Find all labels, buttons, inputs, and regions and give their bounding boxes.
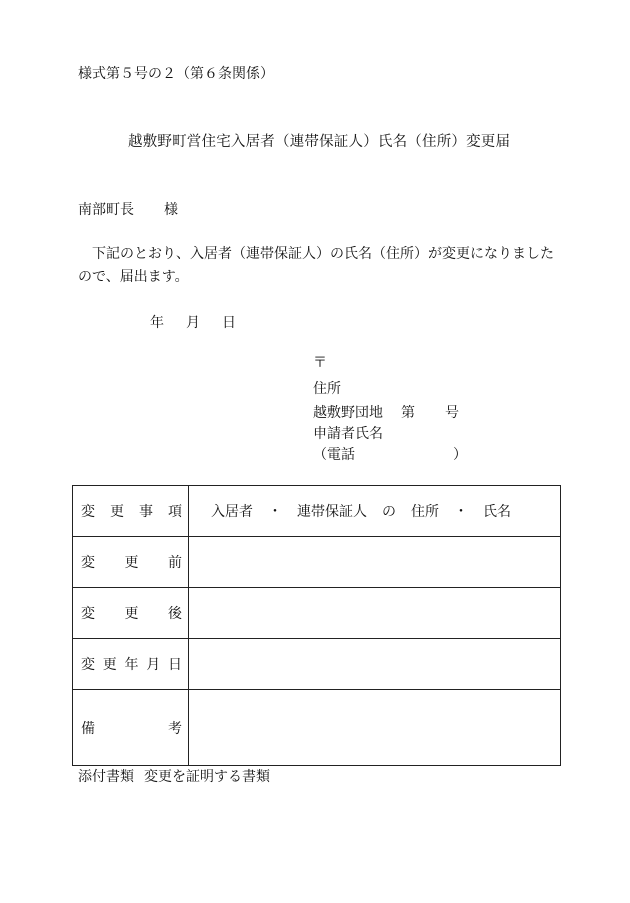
label-char: 変: [81, 555, 95, 571]
change-target-option: 入居者: [211, 504, 253, 520]
danchi-go: 号: [445, 405, 459, 421]
table-row: [73, 639, 561, 690]
label-char: 備: [81, 720, 95, 737]
phone-close: ）: [453, 447, 467, 463]
address-label: 住所: [313, 381, 341, 397]
phone-open: （電話: [313, 447, 355, 463]
change-target-option: 氏名: [483, 504, 511, 520]
document-title: 越敷野町営住宅入居者（連帯保証人）氏名（住所）変更届: [128, 134, 511, 150]
change-date-label: [73, 639, 189, 690]
attachment-label: 添付書類: [78, 769, 134, 785]
table-row: [73, 588, 561, 639]
label-char: 考: [168, 720, 182, 737]
label-char: 日: [168, 657, 182, 673]
danchi-dai: 第: [401, 405, 415, 421]
body-text-line-1: 下記のとおり、入居者（連帯保証人）の氏名（住所）が変更になりました: [92, 246, 554, 262]
change-date-field[interactable]: [189, 639, 561, 690]
body-text-line-2: ので、届出ます。: [78, 269, 189, 285]
change-target-option: の: [382, 504, 396, 520]
date-day-label: 日: [222, 315, 236, 331]
after-change-field[interactable]: [189, 588, 561, 639]
attachment-value: 変更を証明する書類: [144, 769, 270, 785]
danchi-name: 越敷野団地: [313, 405, 383, 421]
form-number: 様式第５号の２（第６条関係）: [78, 66, 274, 82]
remarks-field[interactable]: [189, 690, 561, 766]
label-char: 変: [81, 657, 95, 673]
change-target-option: ・: [268, 504, 282, 520]
table-row: [73, 690, 561, 766]
table-row: [73, 537, 561, 588]
change-item-value[interactable]: [189, 486, 561, 537]
addressee-honorific: 様: [164, 202, 178, 218]
change-target-option: 連帯保証人: [297, 504, 367, 520]
change-form-table: [72, 485, 561, 766]
date-month-label: 月: [186, 315, 200, 331]
label-char: 更: [102, 657, 117, 673]
change-item-label: [73, 486, 189, 537]
label-char: 年: [124, 657, 139, 673]
change-target-option: ・: [454, 504, 468, 520]
before-change-field[interactable]: [189, 537, 561, 588]
date-line: [150, 316, 236, 330]
addressee-name: 南部町長: [78, 202, 134, 218]
addressee: [78, 203, 178, 217]
attachment-line: [78, 770, 270, 784]
postal-mark: 〒: [313, 355, 327, 371]
phone-line: [313, 448, 467, 462]
label-char: 項: [168, 504, 182, 520]
danchi-line: [313, 406, 459, 420]
before-change-label: [73, 537, 189, 588]
label-char: 変: [81, 504, 95, 520]
label-char: 更: [110, 504, 124, 520]
change-target-option: 住所: [411, 504, 439, 520]
label-char: 更: [124, 555, 139, 571]
label-char: 変: [81, 606, 95, 622]
applicant-name-label: 申請者氏名: [313, 426, 383, 442]
label-char: 事: [139, 504, 153, 520]
label-char: 月: [146, 657, 161, 673]
remarks-label: [73, 690, 189, 766]
table-row: [73, 486, 561, 537]
date-year-label: 年: [150, 315, 164, 331]
label-char: 更: [124, 606, 139, 622]
after-change-label: [73, 588, 189, 639]
label-char: 前: [168, 555, 182, 571]
label-char: 後: [168, 606, 182, 622]
